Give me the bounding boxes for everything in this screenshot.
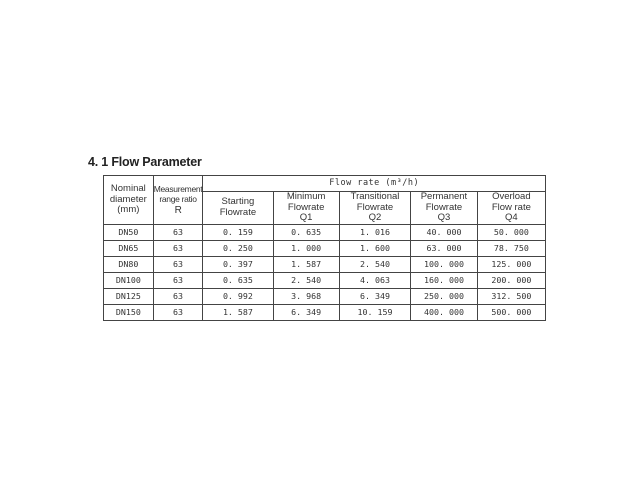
header-nominal-diameter: Nominal diameter (mm): [104, 176, 154, 225]
cell-q4: 312. 500: [477, 288, 545, 304]
header-overload-flow-rate: Overload Flow rate Q4: [477, 192, 545, 225]
cell-range-ratio: 63: [153, 240, 203, 256]
cell-range-ratio: 63: [153, 256, 203, 272]
cell-nominal-diameter: DN100: [104, 272, 154, 288]
cell-nominal-diameter: DN50: [104, 224, 154, 240]
table-row: [104, 240, 546, 256]
cell-range-ratio: 63: [153, 304, 203, 320]
cell-q2: 1. 016: [339, 224, 410, 240]
cell-q2: 1. 600: [339, 240, 410, 256]
cell-q4: 200. 000: [477, 272, 545, 288]
cell-range-ratio: 63: [153, 288, 203, 304]
cell-range-ratio: 63: [153, 224, 203, 240]
header-flow-rate-group: Flow rate (m³/h): [203, 176, 546, 192]
cell-q3: 100. 000: [411, 256, 478, 272]
flow-parameter-table: [103, 175, 546, 321]
cell-q1: 2. 540: [273, 272, 339, 288]
cell-nominal-diameter: DN125: [104, 288, 154, 304]
cell-q4: 50. 000: [477, 224, 545, 240]
cell-starting-flowrate: 0. 159: [203, 224, 273, 240]
header-measurement-range-ratio: Measurement range ratio R: [153, 176, 203, 225]
header-starting-flowrate: Starting Flowrate: [203, 192, 273, 225]
cell-starting-flowrate: 0. 635: [203, 272, 273, 288]
cell-q1: 3. 968: [273, 288, 339, 304]
cell-q4: 500. 000: [477, 304, 545, 320]
header-permanent-flowrate: Permanent Flowrate Q3: [411, 192, 478, 225]
cell-q3: 250. 000: [411, 288, 478, 304]
table-row: [104, 224, 546, 240]
header-minimum-flowrate: Minimum Flowrate Q1: [273, 192, 339, 225]
table-row: [104, 256, 546, 272]
cell-starting-flowrate: 1. 587: [203, 304, 273, 320]
cell-nominal-diameter: DN150: [104, 304, 154, 320]
cell-q2: 2. 540: [339, 256, 410, 272]
cell-q3: 63. 000: [411, 240, 478, 256]
cell-q3: 40. 000: [411, 224, 478, 240]
cell-nominal-diameter: DN65: [104, 240, 154, 256]
cell-range-ratio: 63: [153, 272, 203, 288]
cell-q4: 78. 750: [477, 240, 545, 256]
table-row: [104, 288, 546, 304]
cell-q4: 125. 000: [477, 256, 545, 272]
cell-starting-flowrate: 0. 397: [203, 256, 273, 272]
section-title: 4. 1 Flow Parameter: [88, 155, 202, 169]
cell-nominal-diameter: DN80: [104, 256, 154, 272]
table-row: [104, 272, 546, 288]
cell-q3: 400. 000: [411, 304, 478, 320]
cell-starting-flowrate: 0. 992: [203, 288, 273, 304]
cell-starting-flowrate: 0. 250: [203, 240, 273, 256]
cell-q1: 1. 587: [273, 256, 339, 272]
table-row: [104, 304, 546, 320]
cell-q2: 4. 063: [339, 272, 410, 288]
cell-q1: 6. 349: [273, 304, 339, 320]
cell-q3: 160. 000: [411, 272, 478, 288]
cell-q1: 1. 000: [273, 240, 339, 256]
cell-q1: 0. 635: [273, 224, 339, 240]
cell-q2: 6. 349: [339, 288, 410, 304]
header-transitional-flowrate: Transitional Flowrate Q2: [339, 192, 410, 225]
cell-q2: 10. 159: [339, 304, 410, 320]
